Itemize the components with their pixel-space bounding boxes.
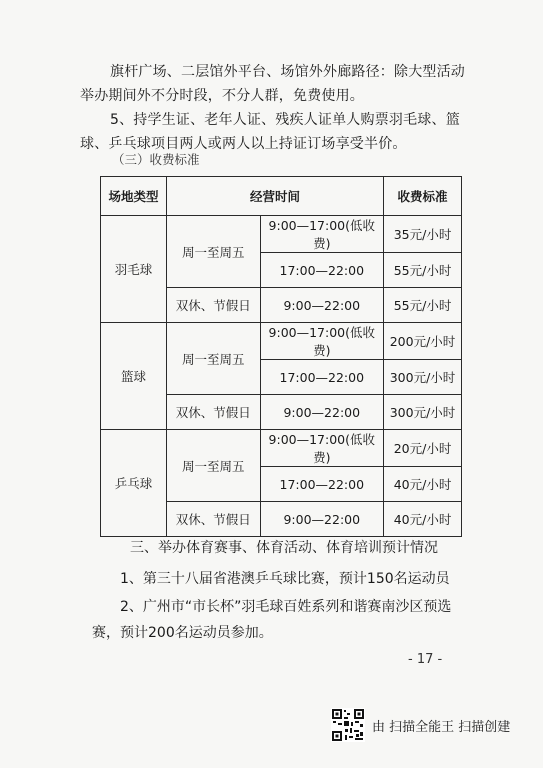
weekday-label: 周一至周五 [166, 430, 260, 502]
time-cell: 9:00—17:00(低收费) [260, 216, 384, 253]
list-item: 1、第三十八届省港澳乒乓球比赛，预计150名运动员 [120, 571, 450, 587]
fee-cell: 300元/小时 [384, 395, 462, 430]
holiday-label: 双休、节假日 [166, 288, 260, 323]
venue-badminton: 羽毛球 [101, 216, 167, 323]
fee-cell: 200元/小时 [384, 323, 462, 360]
fee-cell: 300元/小时 [384, 360, 462, 395]
fee-table [100, 176, 462, 537]
fee-cell: 40元/小时 [384, 502, 462, 537]
venue-table-tennis: 乒乓球 [101, 430, 167, 537]
scanner-watermark-text: 由 扫描全能王 扫描创建 [372, 720, 511, 735]
fee-cell: 55元/小时 [384, 253, 462, 288]
holiday-label: 双休、节假日 [166, 395, 260, 430]
header-operating-hours: 经营时间 [166, 177, 383, 216]
time-cell: 9:00—22:00 [260, 395, 384, 430]
table-row [101, 323, 462, 360]
time-cell: 9:00—17:00(低收费) [260, 323, 384, 360]
time-cell: 9:00—17:00(低收费) [260, 430, 384, 467]
time-cell: 9:00—22:00 [260, 502, 384, 537]
holiday-label: 双休、节假日 [166, 502, 260, 537]
weekday-label: 周一至周五 [166, 323, 260, 395]
weekday-label: 周一至周五 [166, 216, 260, 288]
paragraph-discount-policy: 5、持学生证、老年人证、残疾人证单人购票羽毛球、篮球、乒乓球项目两人或两人以上持证订场享受半价。 [80, 112, 460, 152]
time-cell: 17:00—22:00 [260, 467, 384, 502]
fee-cell: 40元/小时 [384, 467, 462, 502]
paragraph-venue-free-use: 旗杆广场、二层馆外平台、场馆外外廊路径：除大型活动举办期间外不分时段，不分人群，免费使用。 [80, 64, 465, 104]
section-three-heading: 三、举办体育赛事、体育活动、体育培训预计情况 [130, 540, 438, 556]
header-fee-standard: 收费标准 [384, 177, 462, 216]
venue-basketball: 篮球 [101, 323, 167, 430]
page-number: - 17 - [408, 652, 443, 667]
table-row [101, 430, 462, 467]
fee-cell: 35元/小时 [384, 216, 462, 253]
time-cell: 9:00—22:00 [260, 288, 384, 323]
fee-cell: 20元/小时 [384, 430, 462, 467]
fee-cell: 55元/小时 [384, 288, 462, 323]
time-cell: 17:00—22:00 [260, 253, 384, 288]
time-cell: 17:00—22:00 [260, 360, 384, 395]
fee-standard-subheading: （三）收费标准 [112, 152, 200, 167]
header-venue-type: 场地类型 [101, 177, 167, 216]
list-item: 2、广州市“市长杯”羽毛球百姓系列和谐赛南沙区预选赛，预计200名运动员参加。 [92, 599, 452, 641]
table-header-row [101, 177, 462, 216]
table-row [101, 216, 462, 253]
qr-code-icon [331, 708, 365, 742]
